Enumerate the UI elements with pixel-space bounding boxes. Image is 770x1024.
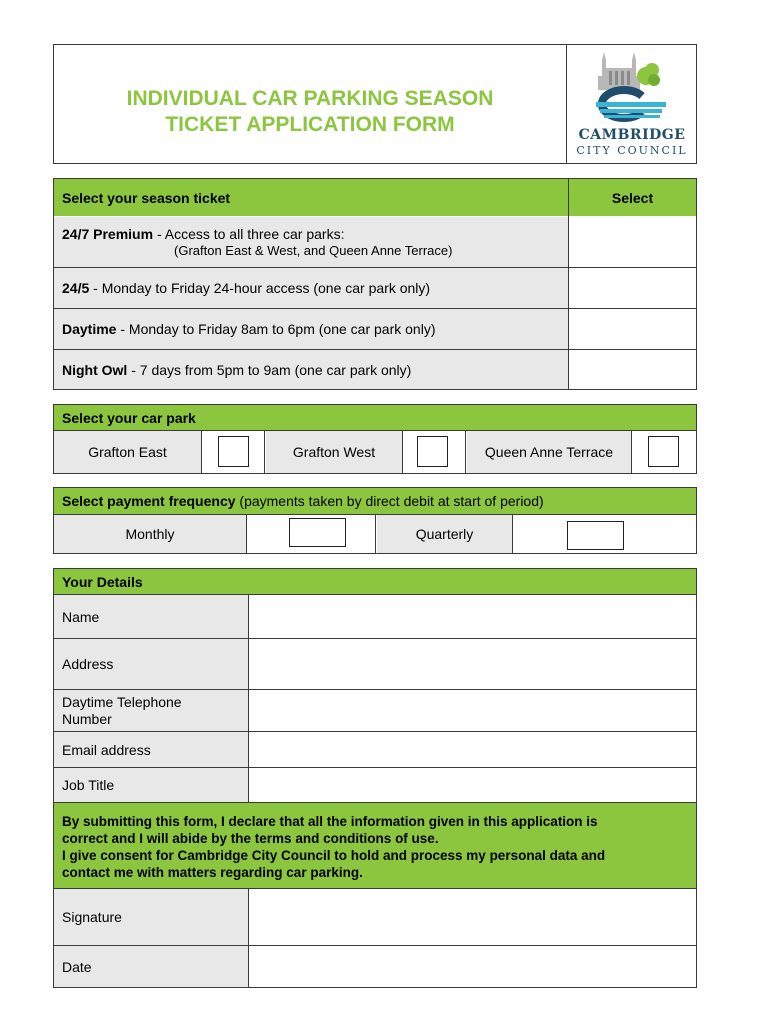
season-option-desc: - 7 days from 5pm to 9am (one car park only) [127,361,412,378]
season-select-label: Select [611,189,654,206]
payment-header-rest: (payments taken by direct debit at start of period) [235,493,544,509]
season-option-name: Daytime [62,321,117,337]
carpark-header-label: Select your car park [62,409,196,426]
field-label: Email address [62,741,151,758]
details-label-name [54,595,248,638]
payment-label: Quarterly [415,526,474,542]
telephone-field[interactable] [249,690,696,731]
page-title-line1: INDIVIDUAL CAR PARKING SEASON [126,87,494,110]
details-label-email [54,732,248,767]
season-option-name: Night Owl [62,361,128,378]
details-label-job-title [54,768,248,802]
checkbox-queen-anne-terrace[interactable] [648,436,679,467]
name-field[interactable] [249,595,696,638]
season-option-desc: - Access to all three car parks: [153,226,345,242]
checkbox-grafton-west[interactable] [417,436,448,467]
season-select-night-owl[interactable] [569,350,696,389]
field-label: Job Title [62,777,115,793]
season-select-245[interactable] [569,268,696,308]
carpark-label: Grafton East [88,444,167,460]
page-title [60,86,560,138]
declaration-line: I give consent for Cambridge City Council to hold and process my personal data and [62,848,606,863]
details-header-label: Your Details [62,573,143,590]
payment-header-bold: Select payment frequency [62,493,236,509]
payment-option-quarterly [377,515,512,553]
season-option-247-text [62,226,560,242]
season-option-245 [54,268,568,308]
details-label-telephone [54,690,248,731]
field-label: Signature [62,909,122,925]
declaration-text [62,813,688,881]
logo-text-city-council: CITY COUNCIL [576,144,688,157]
carpark-label: Queen Anne Terrace [484,444,614,460]
season-option-name: 24/5 [62,280,90,296]
field-label: Address [62,656,114,672]
season-option-daytime [54,309,568,349]
email-field[interactable] [249,732,696,767]
signoff-label-signature [54,889,248,945]
payment-label: Monthly [125,526,175,542]
carpark-header [54,405,696,430]
season-option-desc2: (Grafton East & West, and Queen Anne Terrace) [174,243,453,258]
carpark-option-grafton-east [54,431,201,473]
carpark-option-queen-anne-terrace [467,431,631,473]
season-select-daytime[interactable] [569,309,696,349]
checkbox-monthly[interactable] [289,518,346,547]
address-field[interactable] [249,639,696,689]
carpark-label: Grafton West [292,444,376,460]
details-label-address [54,639,248,689]
job-title-field[interactable] [249,768,696,802]
signoff-label-date [54,946,248,987]
season-option-247-premium [54,217,568,267]
details-header [54,569,696,594]
header-divider [566,44,567,164]
signature-field[interactable] [249,889,696,945]
field-label: Date [62,958,92,975]
season-option-night-owl [54,350,568,389]
checkbox-quarterly[interactable] [567,521,624,550]
declaration-box [54,803,696,888]
season-header-left [54,179,568,216]
declaration-line: contact me with matters regarding car parking. [62,865,363,880]
season-option-desc: - Monday to Friday 8am to 6pm (one car park only) [116,321,436,337]
logo-text-cambridge: CAMBRIDGE [578,127,686,143]
field-label: Daytime Telephone Number [62,693,182,727]
carpark-option-grafton-west [266,431,402,473]
date-field[interactable] [249,946,696,987]
season-select-247-premium[interactable] [569,217,696,267]
declaration-line: correct and I will abide by the terms and conditions of use. [62,831,439,846]
checkbox-grafton-east[interactable] [218,436,249,467]
declaration-line: By submitting this form, I declare that all the information given in this application is [62,814,598,829]
field-label: Name [62,608,100,625]
page-title-line2: TICKET APPLICATION FORM [165,113,455,136]
season-option-name: 24/7 Premium [62,226,154,242]
season-header-right [569,179,696,216]
season-header-label: Select your season ticket [62,189,231,206]
payment-option-monthly [54,515,246,553]
payment-header [54,488,696,514]
season-option-desc: - Monday to Friday 24-hour access (one car park only) [89,280,431,296]
